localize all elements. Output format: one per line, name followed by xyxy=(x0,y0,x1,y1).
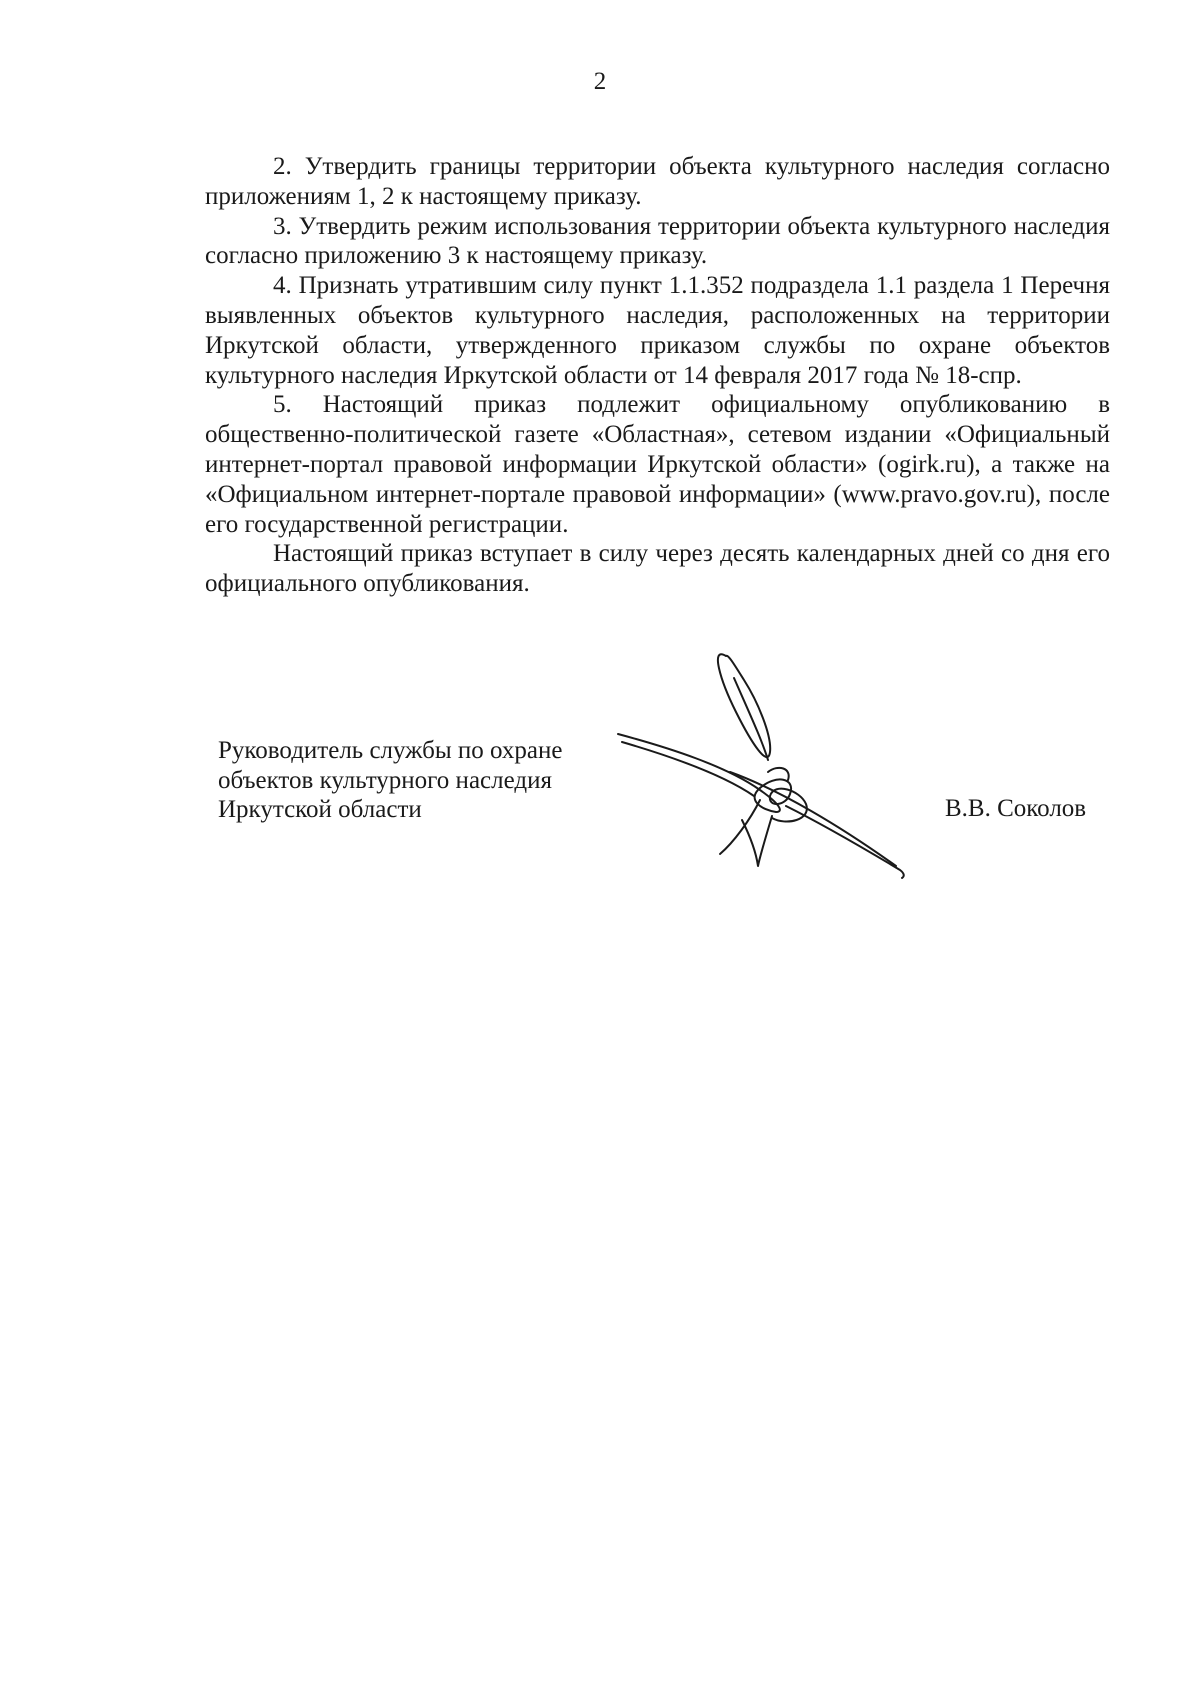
order-body xyxy=(205,152,1110,599)
signer-position-line: объектов культурного наследия xyxy=(218,766,552,794)
paragraph-item-3: 3. Утвердить режим использования территории объекта культурного наследия согласно приложению 3 к настоящему приказу. xyxy=(205,212,1110,270)
paragraph-item-4: 4. Признать утратившим силу пункт 1.1.352 подраздела 1.1 раздела 1 Перечня выявленных объектов культурного наследия, расположенных на территории Иркутской области, утвержденного приказом службы по охране объектов культурного наследия Иркутской области от 14 февраля 2017 года № 18-спр. xyxy=(205,272,1110,389)
signer-position xyxy=(218,736,562,825)
effective-date-paragraph: Настоящий приказ вступает в силу через десять календарных дней со дня его официального опубликования. xyxy=(205,540,1110,598)
handwritten-signature xyxy=(610,640,920,900)
page-number: 2 xyxy=(593,68,607,95)
signer-position-line: Иркутской области xyxy=(218,796,422,823)
paragraph-item-5: 5. Настоящий приказ подлежит официальному опубликованию в общественно-политической газете «Областная», сетевом издании «Официальный интернет-портал правовой информации Иркутской области» (ogirk.ru), а также на «Официальном интернет-портале правовой информации» (www.pravo.gov.ru), после его государственной регистрации. xyxy=(205,391,1110,538)
signer-name: В.В. Соколов xyxy=(945,795,1087,822)
paragraph-item-2: 2. Утвердить границы территории объекта культурного наследия согласно приложениям 1, 2 к настоящему приказу. xyxy=(205,153,1110,210)
signer-position-line: Руководитель службы по охране xyxy=(218,737,563,764)
